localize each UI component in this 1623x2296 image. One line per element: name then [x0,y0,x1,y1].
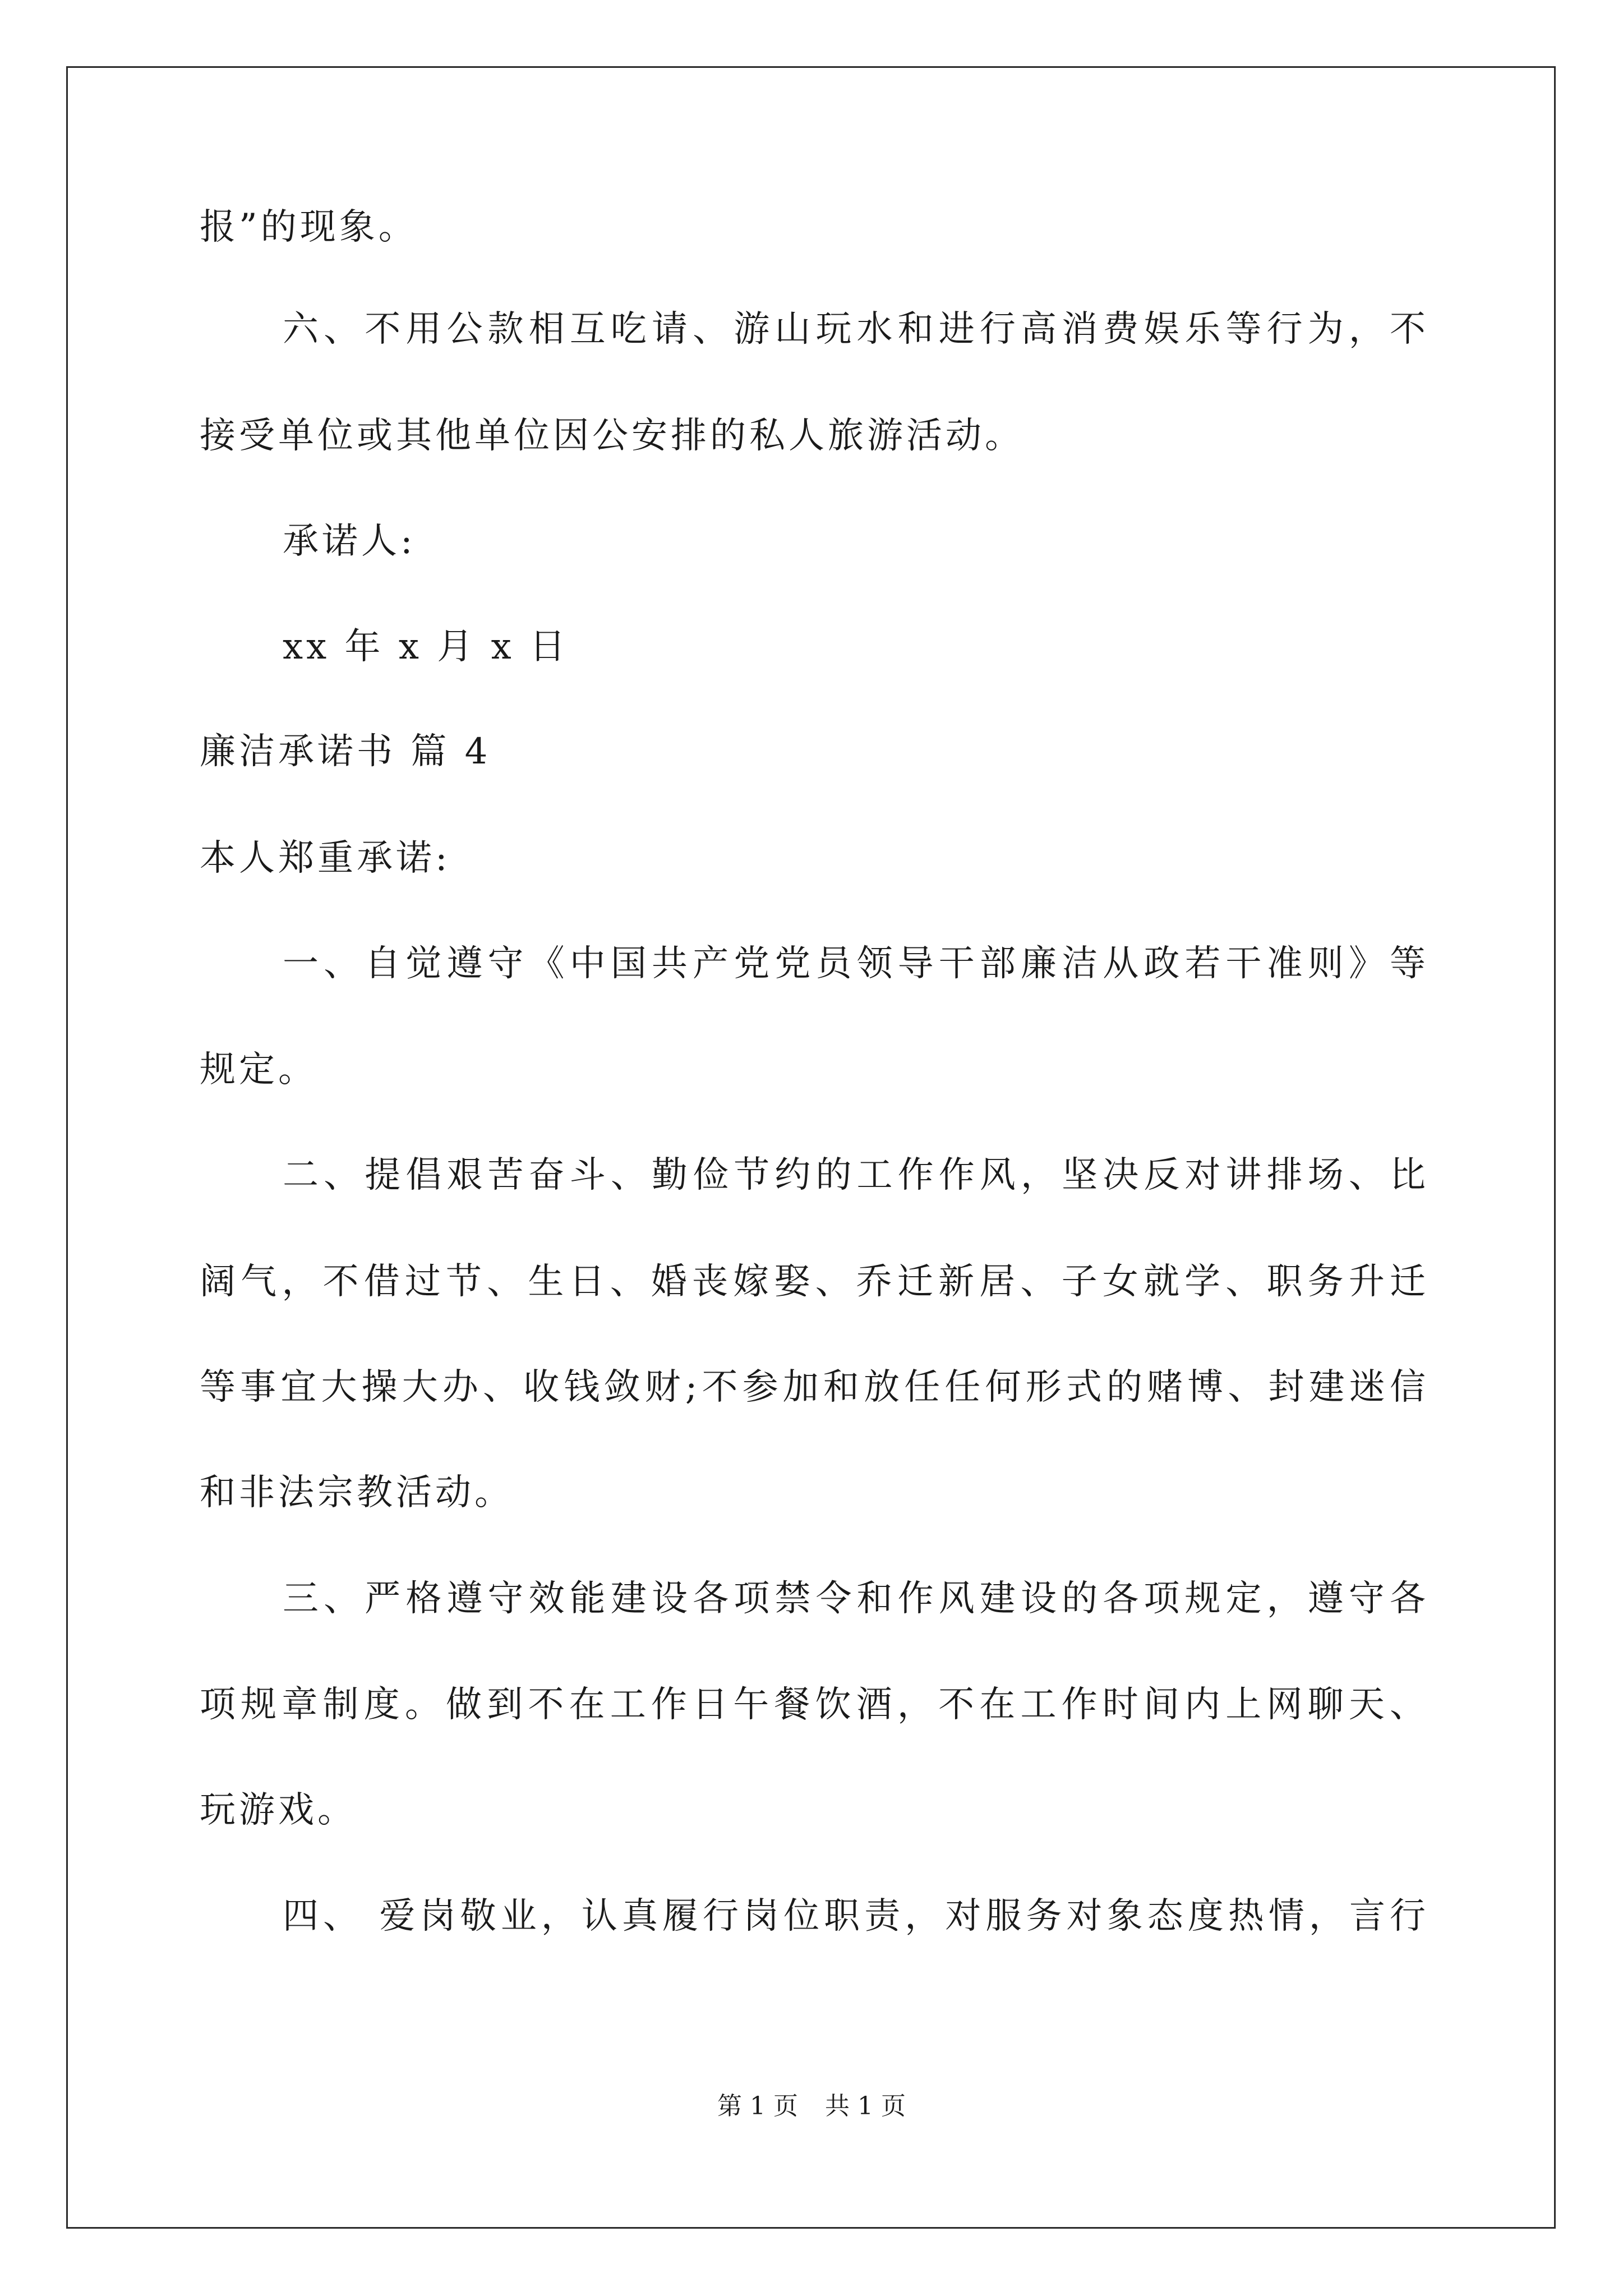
paragraph-line: 接受单位或其他单位因公安排的私人旅游活动。 [200,415,1024,457]
paragraph-line: 报”的现象。 [200,206,418,248]
paragraph-line: 六、不用公款相互吃请、游山玩水和进行高消费娱乐等行为，不 [283,309,1429,350]
paragraph-line: 规定。 [200,1049,317,1091]
paragraph-line: 本人郑重承诺: [200,838,451,879]
paragraph-line: 四、 爱岗敬业，认真履行岗位职责，对服务对象态度热情，言行 [283,1895,1429,1937]
paragraph-line: 等事宜大操大办、收钱敛财;不参加和放任任何形式的赌博、封建迷信 [200,1366,1429,1408]
section-heading: 廉洁承诺书 篇 4 [200,731,491,772]
paragraph-line: 三、严格遵守效能建设各项禁令和作风建设的各项规定，遵守各 [283,1578,1429,1619]
paragraph-line: 阔气，不借过节、生日、婚丧嫁娶、乔迁新居、子女就学、职务升迁 [200,1261,1429,1303]
page-footer [0,2090,1623,2123]
signatory-label: 承诺人: [283,521,416,562]
page-number: 第 1 页 [717,2092,798,2120]
date-line: xx 年 x 月 x 日 [283,626,569,668]
paragraph-line: 和非法宗教活动。 [200,1472,514,1513]
paragraph-line: 玩游戏。 [200,1789,357,1831]
page-total: 共 1 页 [825,2092,906,2120]
paragraph-line: 项规章制度。做到不在工作日午餐饮酒，不在工作时间内上网聊天、 [200,1684,1429,1726]
paragraph-line: 一、自觉遵守《中国共产党党员领导干部廉洁从政若干准则》等 [283,943,1429,984]
paragraph-line: 二、提倡艰苦奋斗、勤俭节约的工作作风，坚决反对讲排场、比 [283,1154,1429,1196]
